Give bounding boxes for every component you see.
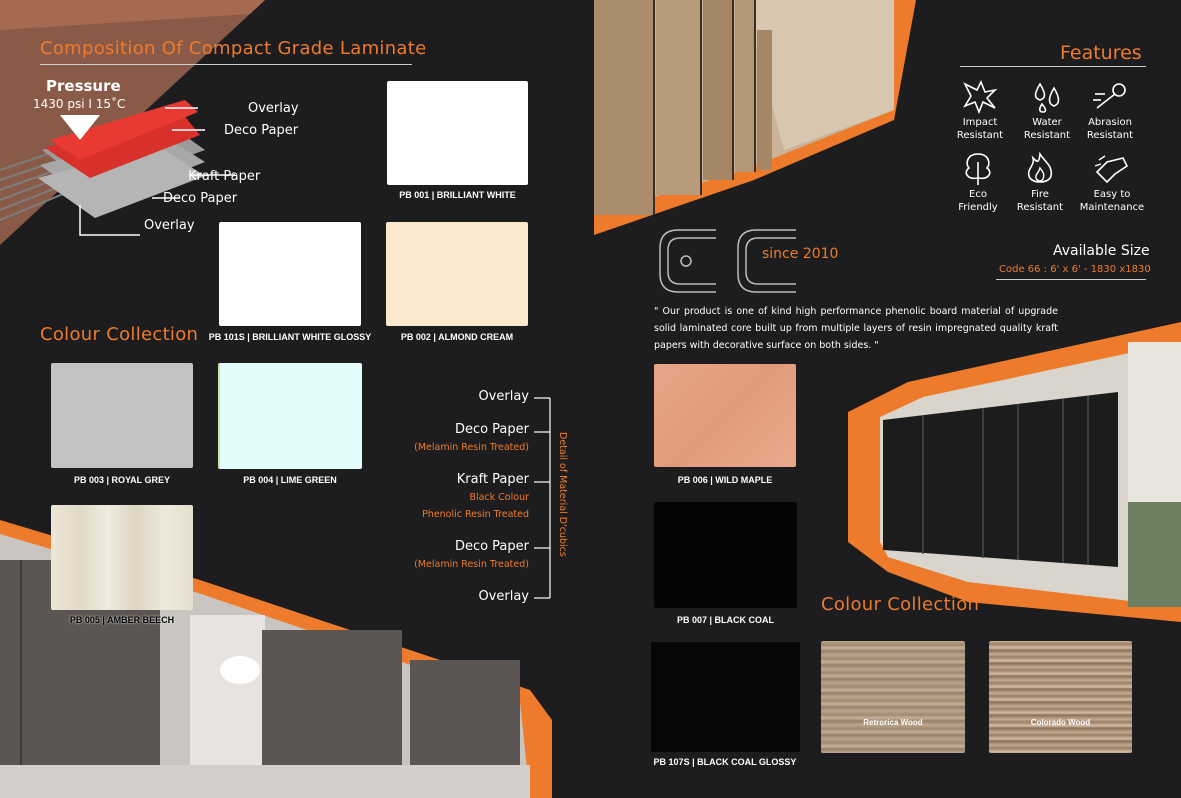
washroom-photo-right (848, 322, 1181, 622)
swatch-pb101s (219, 222, 361, 326)
swatch-pb004 (218, 363, 362, 469)
detail-kraft-sub1: Black Colour (469, 492, 529, 503)
feature-impact (943, 80, 1017, 142)
detail-bracket (530, 396, 560, 600)
swatch-caption-pb001: PB 001 | BRILLIANT WHITE (399, 190, 516, 200)
swatch-caption-pb003: PB 003 | ROYAL GREY (73, 475, 171, 485)
composition-title-underline (40, 64, 412, 65)
detail-overlay-bottom: Overlay (478, 589, 529, 604)
swatch-caption-pb006: PB 006 | WILD MAPLE (677, 475, 773, 485)
cleaning-hand-icon (1093, 152, 1131, 186)
available-size-value: Code 66 : 6' x 6' - 1830 x1830 (999, 264, 1151, 275)
layer-label-overlay-top: Overlay (248, 101, 299, 116)
abrasion-icon (1091, 80, 1129, 114)
feature-fire (1003, 152, 1077, 214)
layer-label-overlay-bottom: Overlay (144, 218, 195, 233)
feature-water-line2: Resistant (1023, 130, 1071, 141)
detail-deco-top-sub: (Melamin Resin Treated) (414, 442, 529, 453)
water-drops-icon (1028, 80, 1066, 114)
swatch-pb006 (654, 364, 796, 467)
tree-icon (959, 152, 997, 186)
feature-impact-line1: Impact (962, 117, 998, 128)
feature-maintenance-line2: Maintenance (1079, 202, 1145, 213)
swatch-pb003 (51, 363, 193, 468)
product-description: " Our product is one of kind high performance phenolic board material of upgrade solid laminated core built up from multiple layers of resin impregnated quality kraft papers with decorative surface on both sides. " (654, 306, 1058, 351)
feature-abrasion-line1: Abrasion (1088, 117, 1132, 128)
detail-deco-top: Deco Paper (454, 422, 529, 437)
detail-kraft: Kraft Paper (456, 472, 529, 487)
detail-deco-bottom-sub: (Melamin Resin Treated) (414, 559, 529, 570)
wood-caption-retrorica: Retrorica Wood (863, 718, 923, 727)
swatch-pb007 (654, 502, 797, 608)
swatch-caption-pb002: PB 002 | ALMOND CREAM (400, 332, 514, 342)
wood-collection-title: Colour Collection (821, 594, 980, 615)
swatch-caption-pb101s: PB 101S | BRILLIANT WHITE GLOSSY (208, 332, 372, 342)
swatch-pb002 (386, 222, 528, 326)
detail-side-label: Detail of Material D'cubics (557, 432, 568, 557)
features-underline (960, 66, 1146, 67)
layer-label-deco-bottom: Deco Paper (163, 191, 238, 206)
available-size-underline (996, 279, 1146, 280)
feature-water-line1: Water (1032, 117, 1062, 128)
pressure-value: 1430 psi I 15˚C (33, 97, 126, 111)
swatch-retrorica-wood (821, 641, 965, 753)
impact-icon (961, 80, 999, 114)
features-title: Features (1060, 42, 1142, 64)
swatch-caption-pb107s: PB 107S | BLACK COAL GLOSSY (653, 757, 797, 767)
layer-label-deco-top: Deco Paper (224, 123, 299, 138)
feature-fire-line1: Fire (1031, 189, 1049, 200)
feature-abrasion-line2: Resistant (1086, 130, 1134, 141)
feature-impact-line2: Resistant (956, 130, 1004, 141)
washroom-photo-top (594, 0, 916, 235)
composition-title: Composition Of Compact Grade Laminate (40, 38, 427, 59)
swatch-pb001 (387, 81, 528, 185)
detail-kraft-sub2: Phenolic Resin Treated (422, 509, 529, 520)
feature-eco-line1: Eco (969, 189, 987, 200)
brand-since: since 2010 (762, 246, 839, 262)
pressure-label: Pressure (46, 77, 121, 95)
swatch-caption-pb004: PB 004 | LIME GREEN (243, 475, 337, 485)
feature-abrasion (1073, 80, 1147, 142)
swatch-colorado-wood (989, 641, 1132, 753)
feature-fire-line2: Resistant (1016, 202, 1064, 213)
feature-maintenance (1075, 152, 1149, 214)
detail-overlay-top: Overlay (478, 389, 529, 404)
colour-collection-title: Colour Collection (40, 324, 199, 345)
wood-caption-colorado: Colorado Wood (1030, 718, 1091, 727)
fire-icon (1021, 152, 1059, 186)
available-size-title: Available Size (1053, 243, 1150, 259)
feature-eco-line2: Friendly (958, 202, 998, 213)
swatch-pb005 (51, 505, 193, 610)
swatch-caption-pb005: PB 005 | AMBER BEECH (69, 615, 175, 625)
layer-label-kraft: Kraft Paper (188, 169, 261, 184)
feature-maintenance-line1: Easy to (1093, 189, 1131, 200)
swatch-caption-pb007: PB 007 | BLACK COAL (676, 615, 775, 625)
detail-deco-bottom: Deco Paper (454, 539, 529, 554)
swatch-pb107s (651, 642, 800, 752)
